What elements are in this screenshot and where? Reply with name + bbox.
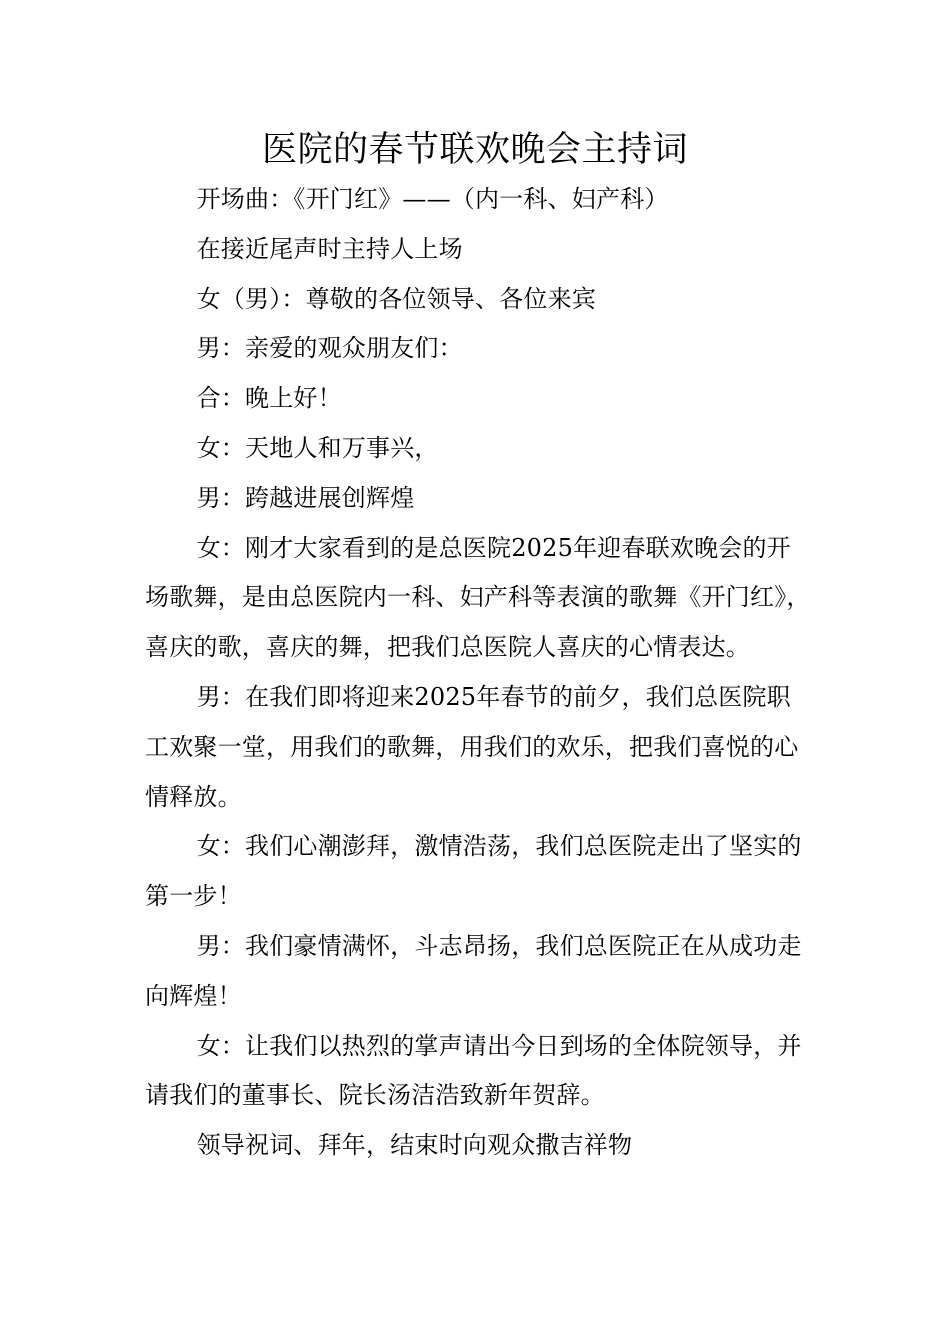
paragraph-line-female-1: 女：天地人和万事兴， — [196, 433, 439, 462]
document-body — [145, 175, 815, 1171]
paragraph-greeting-audience: 男：亲爱的观众朋友们： — [196, 334, 463, 363]
paragraph-line-female-2: 女：刚才大家看到的是总医院2025年迎春联欢晚会的开场歌舞，是由总医院内一科、妇产科等表演的歌舞《开门红》，喜庆的歌，喜庆的舞，把我们总医院人喜庆的心情表达。 — [145, 533, 811, 662]
paragraph-opening-song: 开场曲：《开门红》——（内一科、妇产科） — [196, 185, 669, 213]
paragraph-line-male-2: 男：在我们即将迎来2025年春节的前夕，我们总医院职工欢聚一堂，用我们的歌舞，用我们的欢乐，把我们喜悦的心情释放。 — [145, 682, 799, 811]
paragraph-greeting-leaders: 女（男）：尊敬的各位领导、各位来宾 — [196, 284, 596, 313]
paragraph-line-male-3: 男：我们豪情满怀，斗志昂扬，我们总医院正在从成功走向辉煌！ — [145, 931, 802, 1010]
paragraph-good-evening: 合：晚上好！ — [196, 384, 342, 413]
paragraph-line-male-1: 男：跨越进展创辉煌 — [196, 483, 415, 512]
paragraph-leader-speech: 领导祝词、拜年，结束时向观众撒吉祥物 — [196, 1131, 633, 1160]
paragraph-line-female-3: 女：我们心潮澎拜，激情浩荡，我们总医院走出了坚实的第一步！ — [145, 832, 802, 911]
paragraph-line-female-4: 女：让我们以热烈的掌声请出今日到场的全体院领导，并请我们的董事长、院长汤洁浩致新年贺辞。 — [145, 1031, 802, 1110]
paragraph-host-entrance: 在接近尾声时主持人上场 — [196, 234, 463, 263]
document-title: 医院的春节联欢晚会主持词 — [261, 130, 688, 170]
